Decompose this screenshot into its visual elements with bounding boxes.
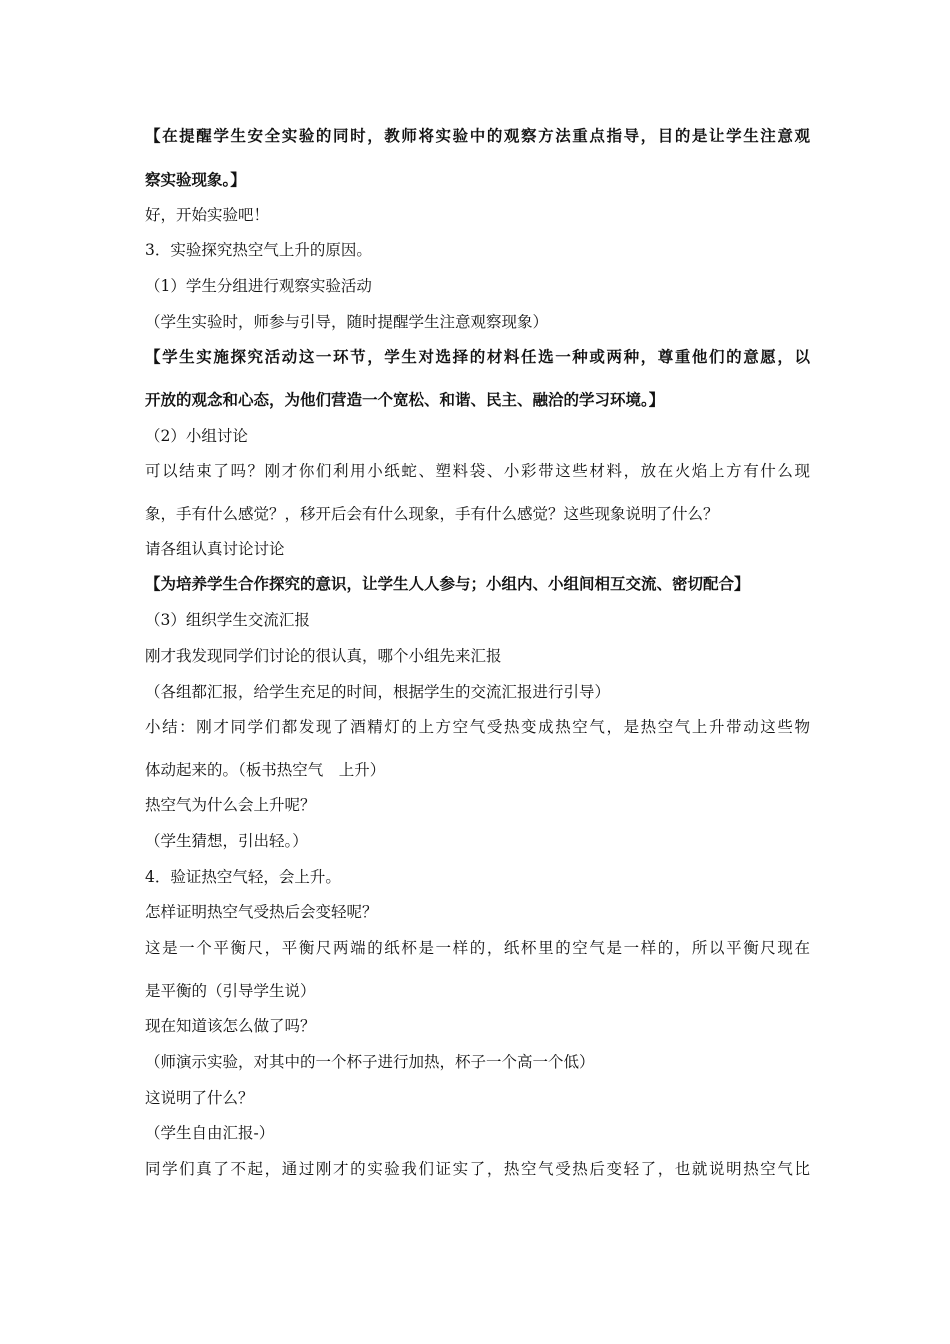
paragraph-6-line-2: 开放的观念和心态，为他们营造一个宽松、和谐、民主、融洽的学习环境。】 — [145, 390, 665, 409]
paragraph-5: （学生实验时，师参与引导，随时提醒学生注意观察现象） — [145, 313, 549, 331]
paragraph-16: （学生猜想，引出轻。） — [145, 832, 308, 850]
paragraph-12: 刚才我发现同学们讨论的很认真，哪个小组先来汇报 — [145, 647, 502, 665]
paragraph-15: 热空气为什么会上升呢？ — [145, 796, 316, 814]
paragraph-7: （2）小组讨论 — [145, 427, 248, 445]
paragraph-3-heading: 3．实验探究热空气上升的原因。 — [145, 241, 372, 259]
paragraph-19-line-1: 这是一个平衡尺，平衡尺两端的纸杯是一样的，纸杯里的空气是一样的，所以平衡尺现在 — [145, 939, 810, 957]
paragraph-14-line-1: 小结：刚才同学们都发现了酒精灯的上方空气受热变成热空气，是热空气上升带动这些物 — [145, 718, 810, 736]
paragraph-24-line-1: 同学们真了不起，通过刚才的实验我们证实了，热空气受热后变轻了，也就说明热空气比 — [145, 1160, 810, 1178]
paragraph-6-line-1: 【学生实施探究活动这一环节，学生对选择的材料任选一种或两种，尊重他们的意愿，以 — [145, 347, 810, 366]
paragraph-9: 请各组认真讨论讨论 — [145, 540, 285, 558]
paragraph-10: 【为培养学生合作探究的意识，让学生人人参与；小组内、小组间相互交流、密切配合】 — [145, 574, 750, 593]
paragraph-8-line-2: 象，手有什么感觉？，移开后会有什么现象，手有什么感觉？这些现象说明了什么？ — [145, 505, 719, 523]
paragraph-20: 现在知道该怎么做了吗？ — [145, 1017, 316, 1035]
paragraph-8-line-1: 可以结束了吗？刚才你们利用小纸蛇、塑料袋、小彩带这些材料，放在火焰上方有什么现 — [145, 462, 810, 480]
paragraph-22: 这说明了什么？ — [145, 1089, 254, 1107]
paragraph-11: （3）组织学生交流汇报 — [145, 611, 310, 629]
paragraph-19-line-2: 是平衡的（引导学生说） — [145, 982, 316, 1000]
paragraph-21: （师演示实验，对其中的一个杯子进行加热，杯子一个高一个低） — [145, 1053, 595, 1071]
paragraph-4: （1）学生分组进行观察实验活动 — [145, 277, 372, 295]
paragraph-13: （各组都汇报，给学生充足的时间，根据学生的交流汇报进行引导） — [145, 683, 611, 701]
paragraph-14-line-2: 体动起来的。（板书热空气 上升） — [145, 761, 386, 779]
paragraph-23: （学生自由汇报-） — [145, 1124, 275, 1142]
paragraph-1-line-2: 察实验现象。】 — [145, 170, 246, 189]
paragraph-2: 好，开始实验吧！ — [145, 206, 270, 224]
paragraph-1-line-1: 【在提醒学生安全实验的同时，教师将实验中的观察方法重点指导，目的是让学生注意观 — [145, 126, 810, 145]
paragraph-17-heading: 4．验证热空气轻，会上升。 — [145, 868, 341, 886]
paragraph-18: 怎样证明热空气受热后会变轻呢？ — [145, 903, 378, 921]
